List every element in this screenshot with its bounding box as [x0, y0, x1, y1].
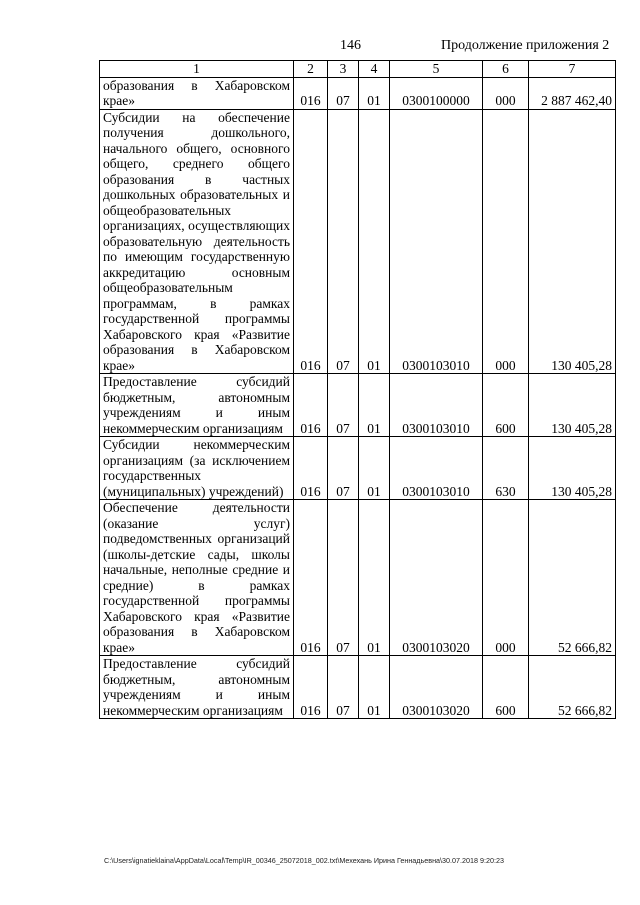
expense-type-code: 600 [483, 656, 529, 719]
subsection-code: 01 [359, 656, 390, 719]
table-row [100, 437, 616, 500]
admin-code: 016 [294, 109, 328, 374]
amount: 52 666,82 [529, 500, 616, 656]
table-row [100, 500, 616, 656]
admin-code: 016 [294, 656, 328, 719]
section-code: 07 [328, 437, 359, 500]
admin-code: 016 [294, 500, 328, 656]
table-row [100, 109, 616, 374]
amount: 130 405,28 [529, 437, 616, 500]
row-description: Субсидии некоммерческим организациям (за исключением государственных (муниципальных) учреждений) [100, 437, 294, 500]
row-description: Предоставление субсидий бюджетным, автономным учреждениям и иным некоммерческим организациям [100, 374, 294, 437]
expense-type-code: 000 [483, 77, 529, 109]
expense-type-code: 000 [483, 500, 529, 656]
target-code: 0300103010 [390, 374, 483, 437]
admin-code: 016 [294, 77, 328, 109]
admin-code: 016 [294, 374, 328, 437]
section-code: 07 [328, 109, 359, 374]
subsection-code: 01 [359, 77, 390, 109]
column-header: 5 [390, 61, 483, 78]
admin-code: 016 [294, 437, 328, 500]
row-description: образования в Хабаровском крае» [100, 77, 294, 109]
expense-type-code: 630 [483, 437, 529, 500]
subsection-code: 01 [359, 374, 390, 437]
target-code: 0300103020 [390, 656, 483, 719]
target-code: 0300103020 [390, 500, 483, 656]
footer-file-path: C:\Users\ignatieklaina\AppData\Local\Temp\IR_00346_25072018_002.txt\Мехехань Ирина Геннадьевна\30.07.2018 9:20:23 [104, 856, 504, 865]
column-header: 2 [294, 61, 328, 78]
column-header: 1 [100, 61, 294, 78]
amount: 130 405,28 [529, 374, 616, 437]
page-number: 146 [340, 38, 361, 53]
subsection-code: 01 [359, 109, 390, 374]
expense-type-code: 000 [483, 109, 529, 374]
subsection-code: 01 [359, 437, 390, 500]
budget-table [99, 60, 616, 719]
row-description: Субсидии на обеспечение получения дошкольного, начального общего, основного общего, среднего общего образования в частных дошкольных образовательных и общеобразовательных организациях, осуществляющих образовательную деятельность по имеющим государственную аккредитацию основным общеобразовательным программам, в рамках государственной программы Хабаровского края «Развитие образования в Хабаровском крае» [100, 109, 294, 374]
amount: 130 405,28 [529, 109, 616, 374]
row-description: Обеспечение деятельности (оказание услуг) подведомственных организаций (школы-детские сады, школы начальные, неполные средние и средние) в рамках государственной программы Хабаровского края «Развитие образования в Хабаровском крае» [100, 500, 294, 656]
amount: 2 887 462,40 [529, 77, 616, 109]
column-header: 3 [328, 61, 359, 78]
row-description: Предоставление субсидий бюджетным, автономным учреждениям и иным некоммерческим организациям [100, 656, 294, 719]
table-header [100, 61, 616, 78]
section-code: 07 [328, 77, 359, 109]
column-header: 7 [529, 61, 616, 78]
amount: 52 666,82 [529, 656, 616, 719]
table-row [100, 374, 616, 437]
section-code: 07 [328, 656, 359, 719]
subsection-code: 01 [359, 500, 390, 656]
section-code: 07 [328, 500, 359, 656]
section-code: 07 [328, 374, 359, 437]
target-code: 0300100000 [390, 77, 483, 109]
table-row [100, 656, 616, 719]
table-row [100, 77, 616, 109]
continuation-label: Продолжение приложения 2 [441, 38, 610, 53]
target-code: 0300103010 [390, 437, 483, 500]
column-header: 6 [483, 61, 529, 78]
column-header: 4 [359, 61, 390, 78]
target-code: 0300103010 [390, 109, 483, 374]
expense-type-code: 600 [483, 374, 529, 437]
